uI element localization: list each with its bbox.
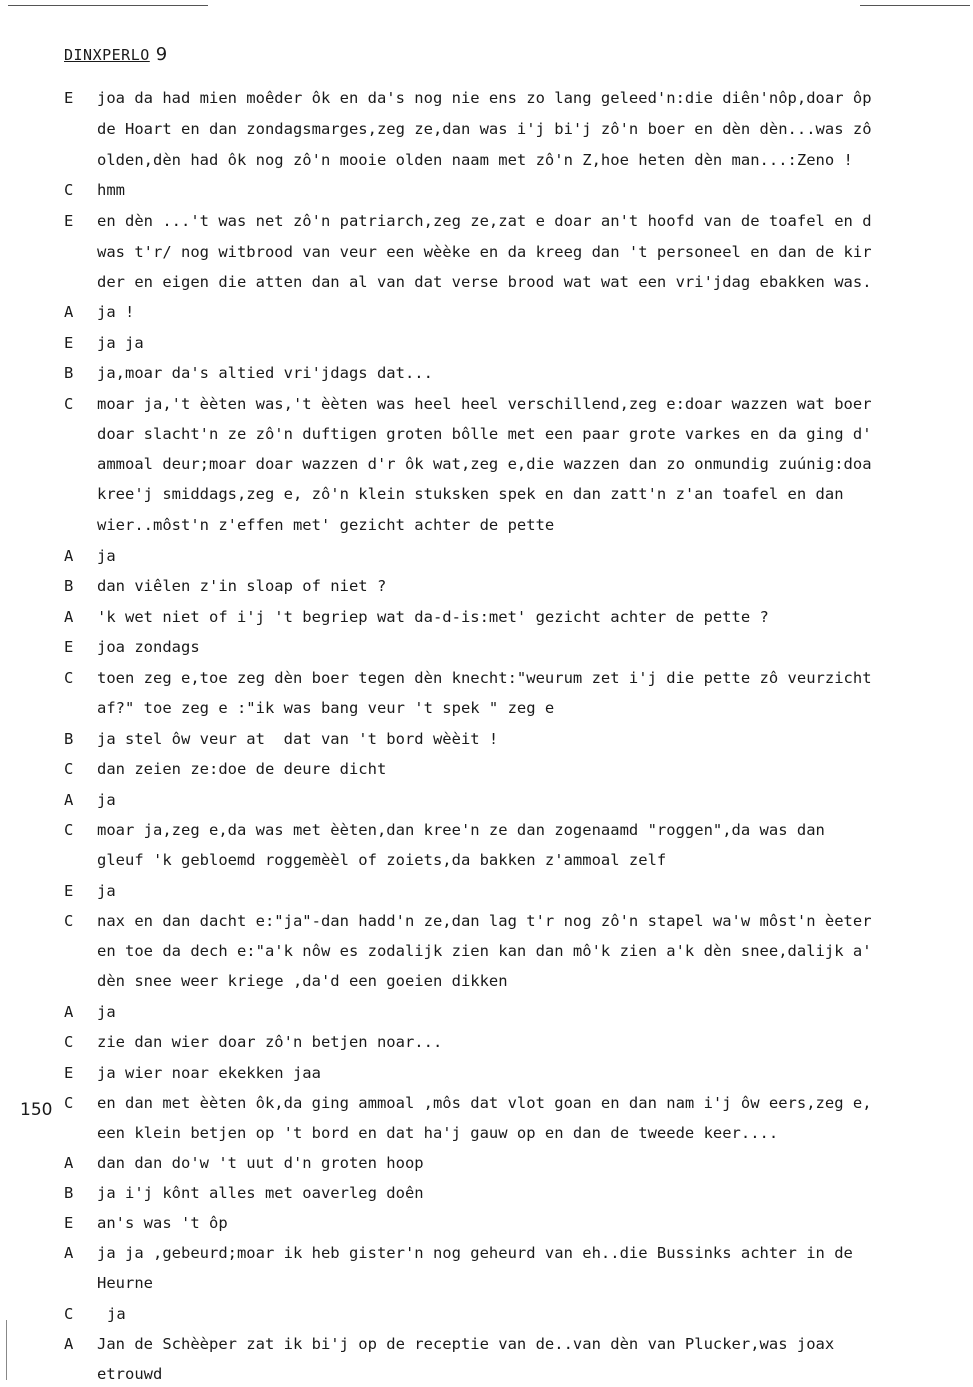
transcript-line — [0, 909, 973, 933]
speaker-label: E — [64, 1064, 74, 1082]
transcript-line — [0, 757, 973, 781]
transcript-line — [0, 331, 973, 355]
transcript-line — [0, 300, 973, 324]
utterance-text: ja — [97, 882, 116, 900]
utterance-text: dan dan do'w 't uut d'n groten hoop — [97, 1154, 424, 1172]
transcript-line — [0, 361, 973, 385]
speaker-label: A — [64, 608, 74, 626]
speaker-label: E — [64, 334, 74, 352]
transcript-line — [0, 1091, 973, 1115]
speaker-label: C — [64, 669, 74, 687]
utterance-text: 'k wet niet of i'j 't begriep wat da-d-is:met' gezicht achter de pette ? — [97, 608, 769, 626]
transcript-line — [0, 209, 973, 233]
utterance-text: moar ja,'t èèten was,'t èèten was heel heel verschillend,zeg e:doar wazzen wat boer — [97, 395, 872, 413]
utterance-text: en dan met èèten ôk,da ging ammoal ,môs dat vlot goan en dan nam i'j ôw eers,zeg e, — [97, 1094, 872, 1112]
utterance-text: olden,dèn had ôk nog zô'n mooie olden naam met zô'n Z,hoe heten dèn man...:Zeno ! — [97, 151, 853, 169]
utterance-text: moar ja,zeg e,da was met èèten,dan kree'n ze dan zogenaamd "roggen",da was dan — [97, 821, 825, 839]
speaker-label: C — [64, 1033, 74, 1051]
transcript-line — [0, 1302, 973, 1326]
speaker-label: A — [64, 791, 74, 809]
speaker-label: B — [64, 364, 74, 382]
speaker-label: E — [64, 212, 74, 230]
transcript-line — [0, 939, 973, 963]
transcript-line — [0, 605, 973, 629]
speaker-label: A — [64, 1335, 74, 1353]
utterance-text: een klein betjen op 't bord en dat ha'j gauw op en dan de tweede keer.... — [97, 1124, 779, 1142]
transcript-line — [0, 1061, 973, 1085]
transcript-line — [0, 422, 973, 446]
transcript-line — [0, 148, 973, 172]
utterance-text: ja — [97, 1003, 116, 1021]
utterance-text: ja,moar da's altied vri'jdags dat... — [97, 364, 433, 382]
transcript-line — [0, 544, 973, 568]
margin-note: 150 — [20, 1100, 53, 1120]
transcript-line — [0, 1151, 973, 1175]
transcript-line — [0, 392, 973, 416]
utterance-text: der en eigen die atten dan al van dat verse brood wat wat een vri'jdag ebakken was. — [97, 273, 872, 291]
transcript-line — [0, 270, 973, 294]
speaker-label: B — [64, 1184, 74, 1202]
speaker-label: E — [64, 1214, 74, 1232]
utterance-text: an's was 't ôp — [97, 1214, 228, 1232]
utterance-text: joa da had mien moêder ôk en da's nog nie ens zo lang geleed'n:die diên'nôp,doar ôp — [97, 89, 872, 107]
utterance-text: en toe da dech e:"a'k nôw es zodalijk zien kan dan mô'k zien a'k dèn snee,dalijk a' — [97, 942, 872, 960]
utterance-text: kree'j smiddags,zeg e, zô'n klein stuksken spek en dan zatt'n z'an toafel en dan — [97, 485, 844, 503]
header-place: DINXPERLO — [64, 46, 150, 64]
speaker-label: C — [64, 1305, 74, 1323]
transcript-line — [0, 513, 973, 537]
transcript-line — [0, 848, 973, 872]
transcript-line — [0, 482, 973, 506]
speaker-label: C — [64, 821, 74, 839]
utterance-text: zie dan wier doar zô'n betjen noar... — [97, 1033, 443, 1051]
transcript-line — [0, 818, 973, 842]
utterance-text: gleuf 'k gebloemd roggemèèl of zoiets,da bakken z'ammoal zelf — [97, 851, 667, 869]
speaker-label: C — [64, 395, 74, 413]
header-page-number: 9 — [155, 44, 168, 65]
transcript-line — [0, 178, 973, 202]
transcript-line — [0, 1211, 973, 1235]
speaker-label: A — [64, 303, 74, 321]
utterance-text: ja i'j kônt alles met oaverleg doên — [97, 1184, 424, 1202]
transcript-line — [0, 666, 973, 690]
transcript-line — [0, 1181, 973, 1205]
utterance-text: dan viêlen z'in sloap of niet ? — [97, 577, 387, 595]
speaker-label: E — [64, 89, 74, 107]
transcript-line — [0, 86, 973, 110]
utterance-text: ja ja — [97, 334, 144, 352]
utterance-text: Heurne — [97, 1274, 153, 1292]
transcript-line — [0, 240, 973, 264]
utterance-text: wier..môst'n z'effen met' gezicht achter de pette — [97, 516, 555, 534]
speaker-label: E — [64, 638, 74, 656]
utterance-text: ja — [107, 1305, 126, 1323]
utterance-text: dan zeien ze:doe de deure dicht — [97, 760, 387, 778]
utterance-text: nax en dan dacht e:"ja"-dan hadd'n ze,dan lag t'r nog zô'n stapel wa'w môst'n èeter — [97, 912, 872, 930]
transcript-line — [0, 788, 973, 812]
utterance-text: ja stel ôw veur at dat van 't bord wèèit ! — [97, 730, 499, 748]
speaker-label: A — [64, 1154, 74, 1172]
transcript-line — [0, 452, 973, 476]
utterance-text: Jan de Schèèper zat ik bi'j op de receptie van de..van dèn van Plucker,was joax — [97, 1335, 835, 1353]
transcript-line — [0, 1000, 973, 1024]
transcript-line — [0, 969, 973, 993]
utterance-text: ja ! — [97, 303, 135, 321]
speaker-label: A — [64, 1003, 74, 1021]
speaker-label: E — [64, 882, 74, 900]
utterance-text: en dèn ...'t was net zô'n patriarch,zeg ze,zat e doar an't hoofd van de toafel en d — [97, 212, 872, 230]
transcript-line — [0, 1362, 973, 1386]
utterance-text: de Hoart en dan zondagsmarges,zeg ze,dan was i'j bi'j zô'n boer en dèn dèn...was zô — [97, 120, 872, 138]
speaker-label: B — [64, 730, 74, 748]
transcript-line — [0, 696, 973, 720]
utterance-text: doar slacht'n ze zô'n duftigen groten bôlle met een paar grote varkes en da ging d' — [97, 425, 872, 443]
speaker-label: C — [64, 760, 74, 778]
utterance-text: etrouwd — [97, 1365, 163, 1383]
transcript-line — [0, 1030, 973, 1054]
utterance-text: was t'r/ nog witbrood van veur een wèèke en da kreeg dan 't personeel en dan de kir — [97, 243, 872, 261]
utterance-text: af?" toe zeg e :"ik was bang veur 't spek " zeg e — [97, 699, 555, 717]
speaker-label: C — [64, 912, 74, 930]
speaker-label: C — [64, 181, 74, 199]
transcript-line — [0, 727, 973, 751]
transcript-line — [0, 1271, 973, 1295]
transcript-line — [0, 1241, 973, 1265]
transcript-line — [0, 117, 973, 141]
speaker-label: B — [64, 577, 74, 595]
utterance-text: toen zeg e,toe zeg dèn boer tegen dèn knecht:"weurum zet i'j die pette zô veurzicht — [97, 669, 872, 687]
utterance-text: ja wier noar ekekken jaa — [97, 1064, 321, 1082]
utterance-text: ja — [97, 547, 116, 565]
utterance-text: hmm — [97, 181, 125, 199]
speaker-label: A — [64, 547, 74, 565]
speaker-label: C — [64, 1094, 74, 1112]
utterance-text: dèn snee weer kriege ,da'd een goeien dikken — [97, 972, 508, 990]
speaker-label: A — [64, 1244, 74, 1262]
transcript-line — [0, 879, 973, 903]
transcript-line — [0, 1121, 973, 1145]
transcript-line — [0, 635, 973, 659]
utterance-text: joa zondags — [97, 638, 200, 656]
utterance-text: ammoal deur;moar doar wazzen d'r ôk wat,zeg e,die wazzen dan zo onmundig zuúnig:doa — [97, 455, 872, 473]
utterance-text: ja ja ,gebeurd;moar ik heb gister'n nog geheurd van eh..die Bussinks achter in de — [97, 1244, 853, 1262]
transcript-line — [0, 574, 973, 598]
utterance-text: ja — [97, 791, 116, 809]
transcript-line — [0, 1332, 973, 1356]
